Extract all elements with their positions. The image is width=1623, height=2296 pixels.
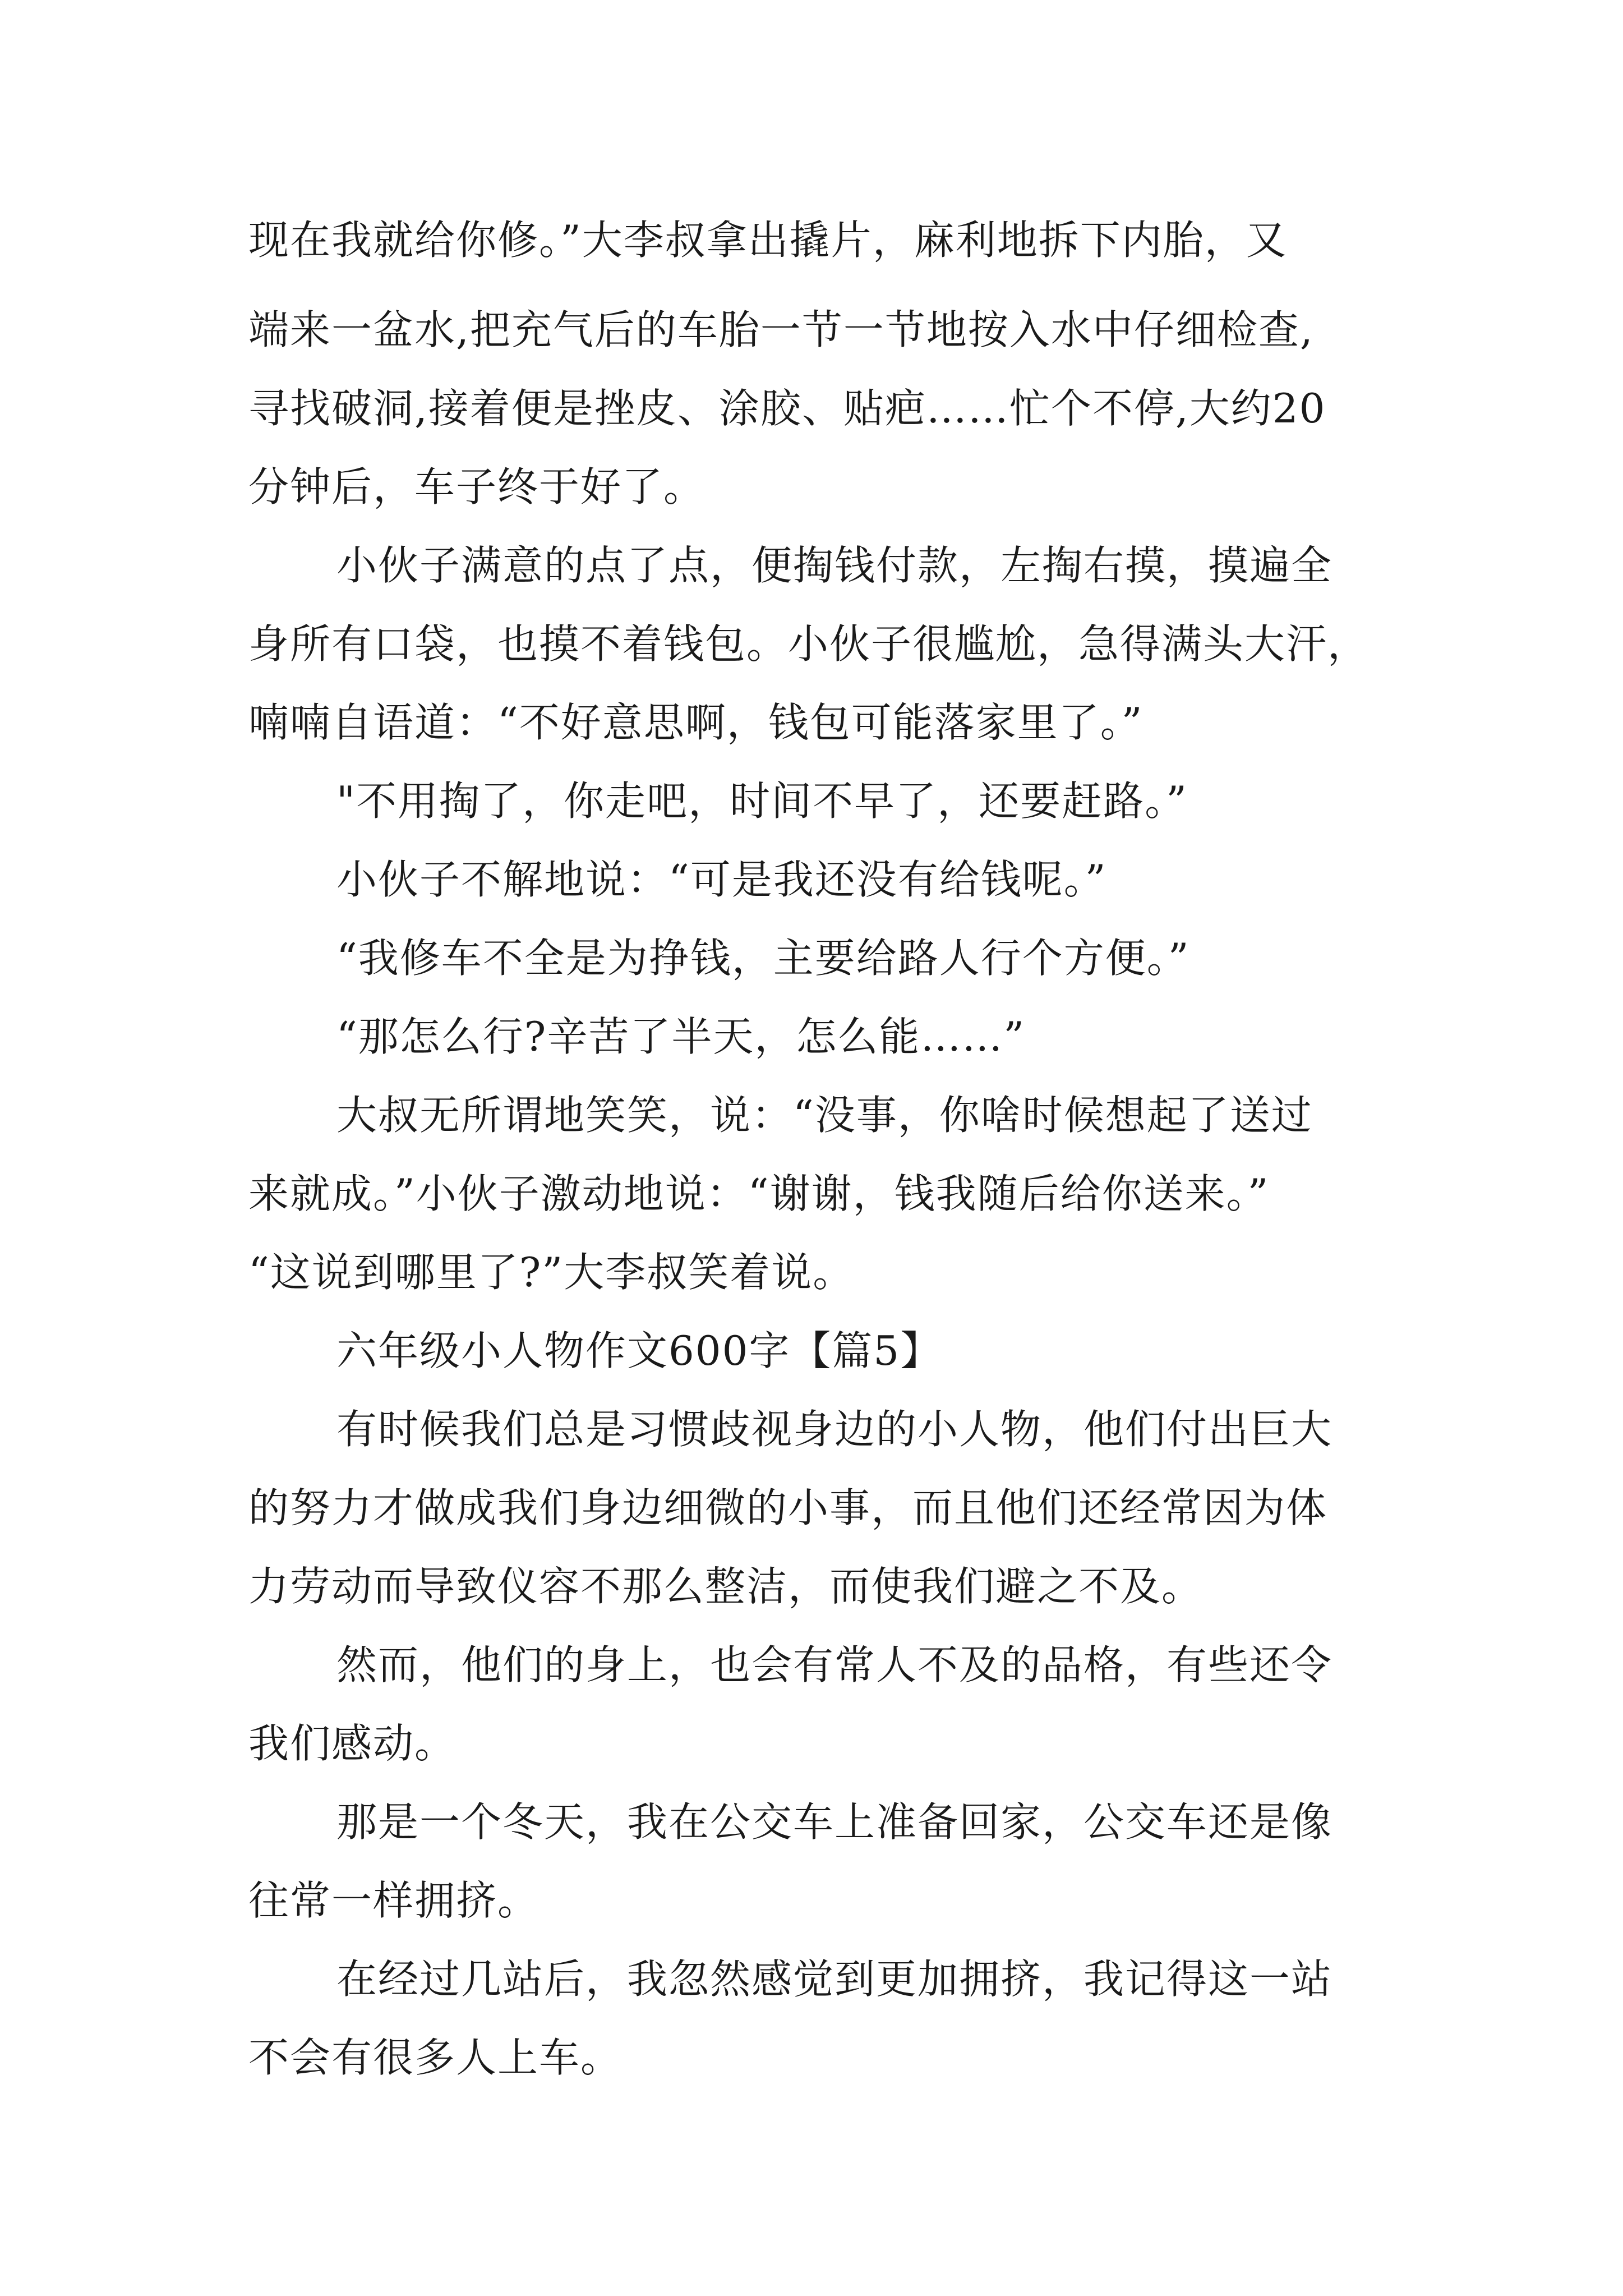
text-line: “我修车不全是为挣钱，主要给路人行个方便。” [336,935,1190,982]
text-line: 我们感动。 [248,1720,457,1767]
text-line: 分钟后，车子终于好了。 [248,463,706,510]
text-line: 喃喃自语道：“不好意思啊，钱包可能落家里了。” [248,699,1144,746]
text-line: “这说到哪里了?”大李叔笑着说。 [248,1249,855,1296]
text-line: 然而，他们的身上，也会有常人不及的品格，有些还令 [336,1641,1333,1688]
section-heading: 六年级小人物作文600字【篇5】 [336,1327,942,1374]
text-line: 小伙子满意的点了点，便掏钱付款，左掏右摸，摸遍全 [336,542,1333,589]
text-line: 现在我就给你修。”大李叔拿出撬片，麻利地拆下内胎，又 [248,217,1288,264]
text-line: 力劳动而导致仪容不那么整洁，而使我们避之不及。 [248,1563,1204,1610]
text-line: 在经过几站后，我忽然感觉到更加拥挤，我记得这一站 [336,1955,1333,2003]
text-line: 那是一个冬天，我在公交车上准备回家，公交车还是像 [336,1798,1333,1846]
text-line: 寻找破洞,接着便是挫皮、涂胶、贴疤……忙个不停,大约20 [248,385,1326,432]
text-line: 有时候我们总是习惯歧视身边的小人物，他们付出巨大 [336,1406,1333,1453]
text-line: 端来一盆水,把充气后的车胎一节一节地按入水中仔细检查, [248,306,1314,353]
text-line: 的努力才做成我们身边细微的小事，而且他们还经常因为体 [248,1484,1328,1531]
text-line: 身所有口袋，也摸不着钱包。小伙子很尴尬，急得满头大汗， [248,620,1370,668]
text-line: "不用掏了，你走吧，时间不早了，还要赶路。” [336,777,1188,825]
text-line: 往常一样拥挤。 [248,1877,540,1924]
text-line: 小伙子不解地说：“可是我还没有给钱呢。” [336,856,1107,903]
text-line: “那怎么行?辛苦了半天，怎么能……” [336,1013,1026,1060]
text-line: 不会有很多人上车。 [248,2034,623,2081]
text-line: 大叔无所谓地笑笑，说：“没事，你啥时候想起了送过 [336,1092,1313,1139]
text-line: 来就成。”小伙子激动地说：“谢谢，钱我随后给你送来。” [248,1170,1270,1217]
